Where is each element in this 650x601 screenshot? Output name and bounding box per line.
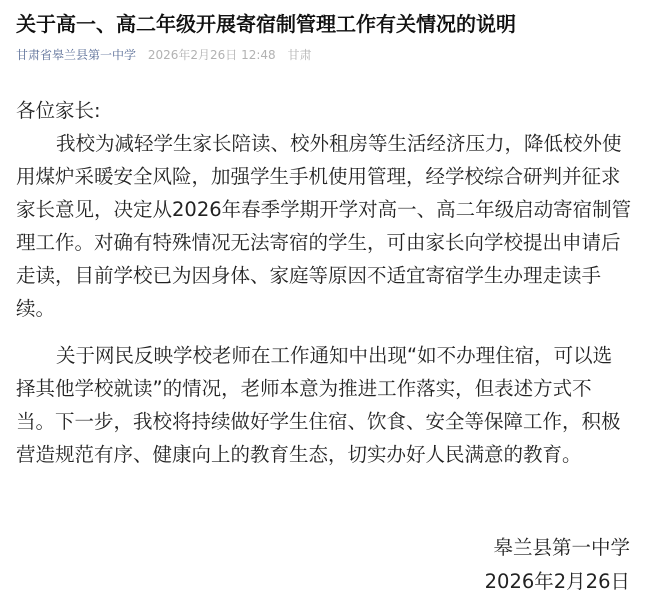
paragraph-line: 走读，目前学校已为因身体、家庭等原因不适宜寄宿学生办理走读手 [16,264,602,287]
paragraph-1 [16,127,640,325]
paragraph-line: 营造规范有序、健康向上的教育生态，切实办好人民满意的教育。 [16,443,582,466]
article-body [16,94,640,471]
paragraph-line: 我校为减轻学生家长陪读、校外租房等生活经济压力，降低校外使 [56,132,622,155]
account-name-link[interactable]: 甘肃省皋兰县第一中学 [16,48,137,62]
paragraph-line: 用煤炉采暖安全风险，加强学生手机使用管理，经学校综合研判并征求 [16,165,621,188]
article-meta [16,46,320,63]
article-title: 关于高一、高二年级开展寄宿制管理工作有关情况的说明 [16,12,516,36]
paragraph-line: 择其他学校就读”的情况，老师本意为推进工作落实，但表述方式不 [16,377,592,400]
paragraph-line: 理工作。对确有特殊情况无法寄宿的学生，可由家长向学校提出申请后 [16,231,621,254]
signature-date: 2026年2月26日 [484,570,630,593]
paragraph-line: 续。 [16,297,56,320]
paragraph-line: 当。下一步，我校将持续做好学生住宿、饮食、安全等保障工作，积极 [16,410,621,433]
paragraph-2 [16,339,640,471]
paragraph-line: 家长意见，决定从2026年春季学期开学对高一、高二年级启动寄宿制管 [16,198,632,221]
publish-time: 2026年2月26日 12:48 [147,48,276,62]
greeting: 各位家长: [16,99,101,122]
paragraph-line: 关于网民反映学校老师在工作通知中出现“如不办理住宿，可以选 [56,344,613,367]
publish-location: 甘肃 [287,48,312,62]
signature: 皋兰县第一中学 [493,536,630,559]
